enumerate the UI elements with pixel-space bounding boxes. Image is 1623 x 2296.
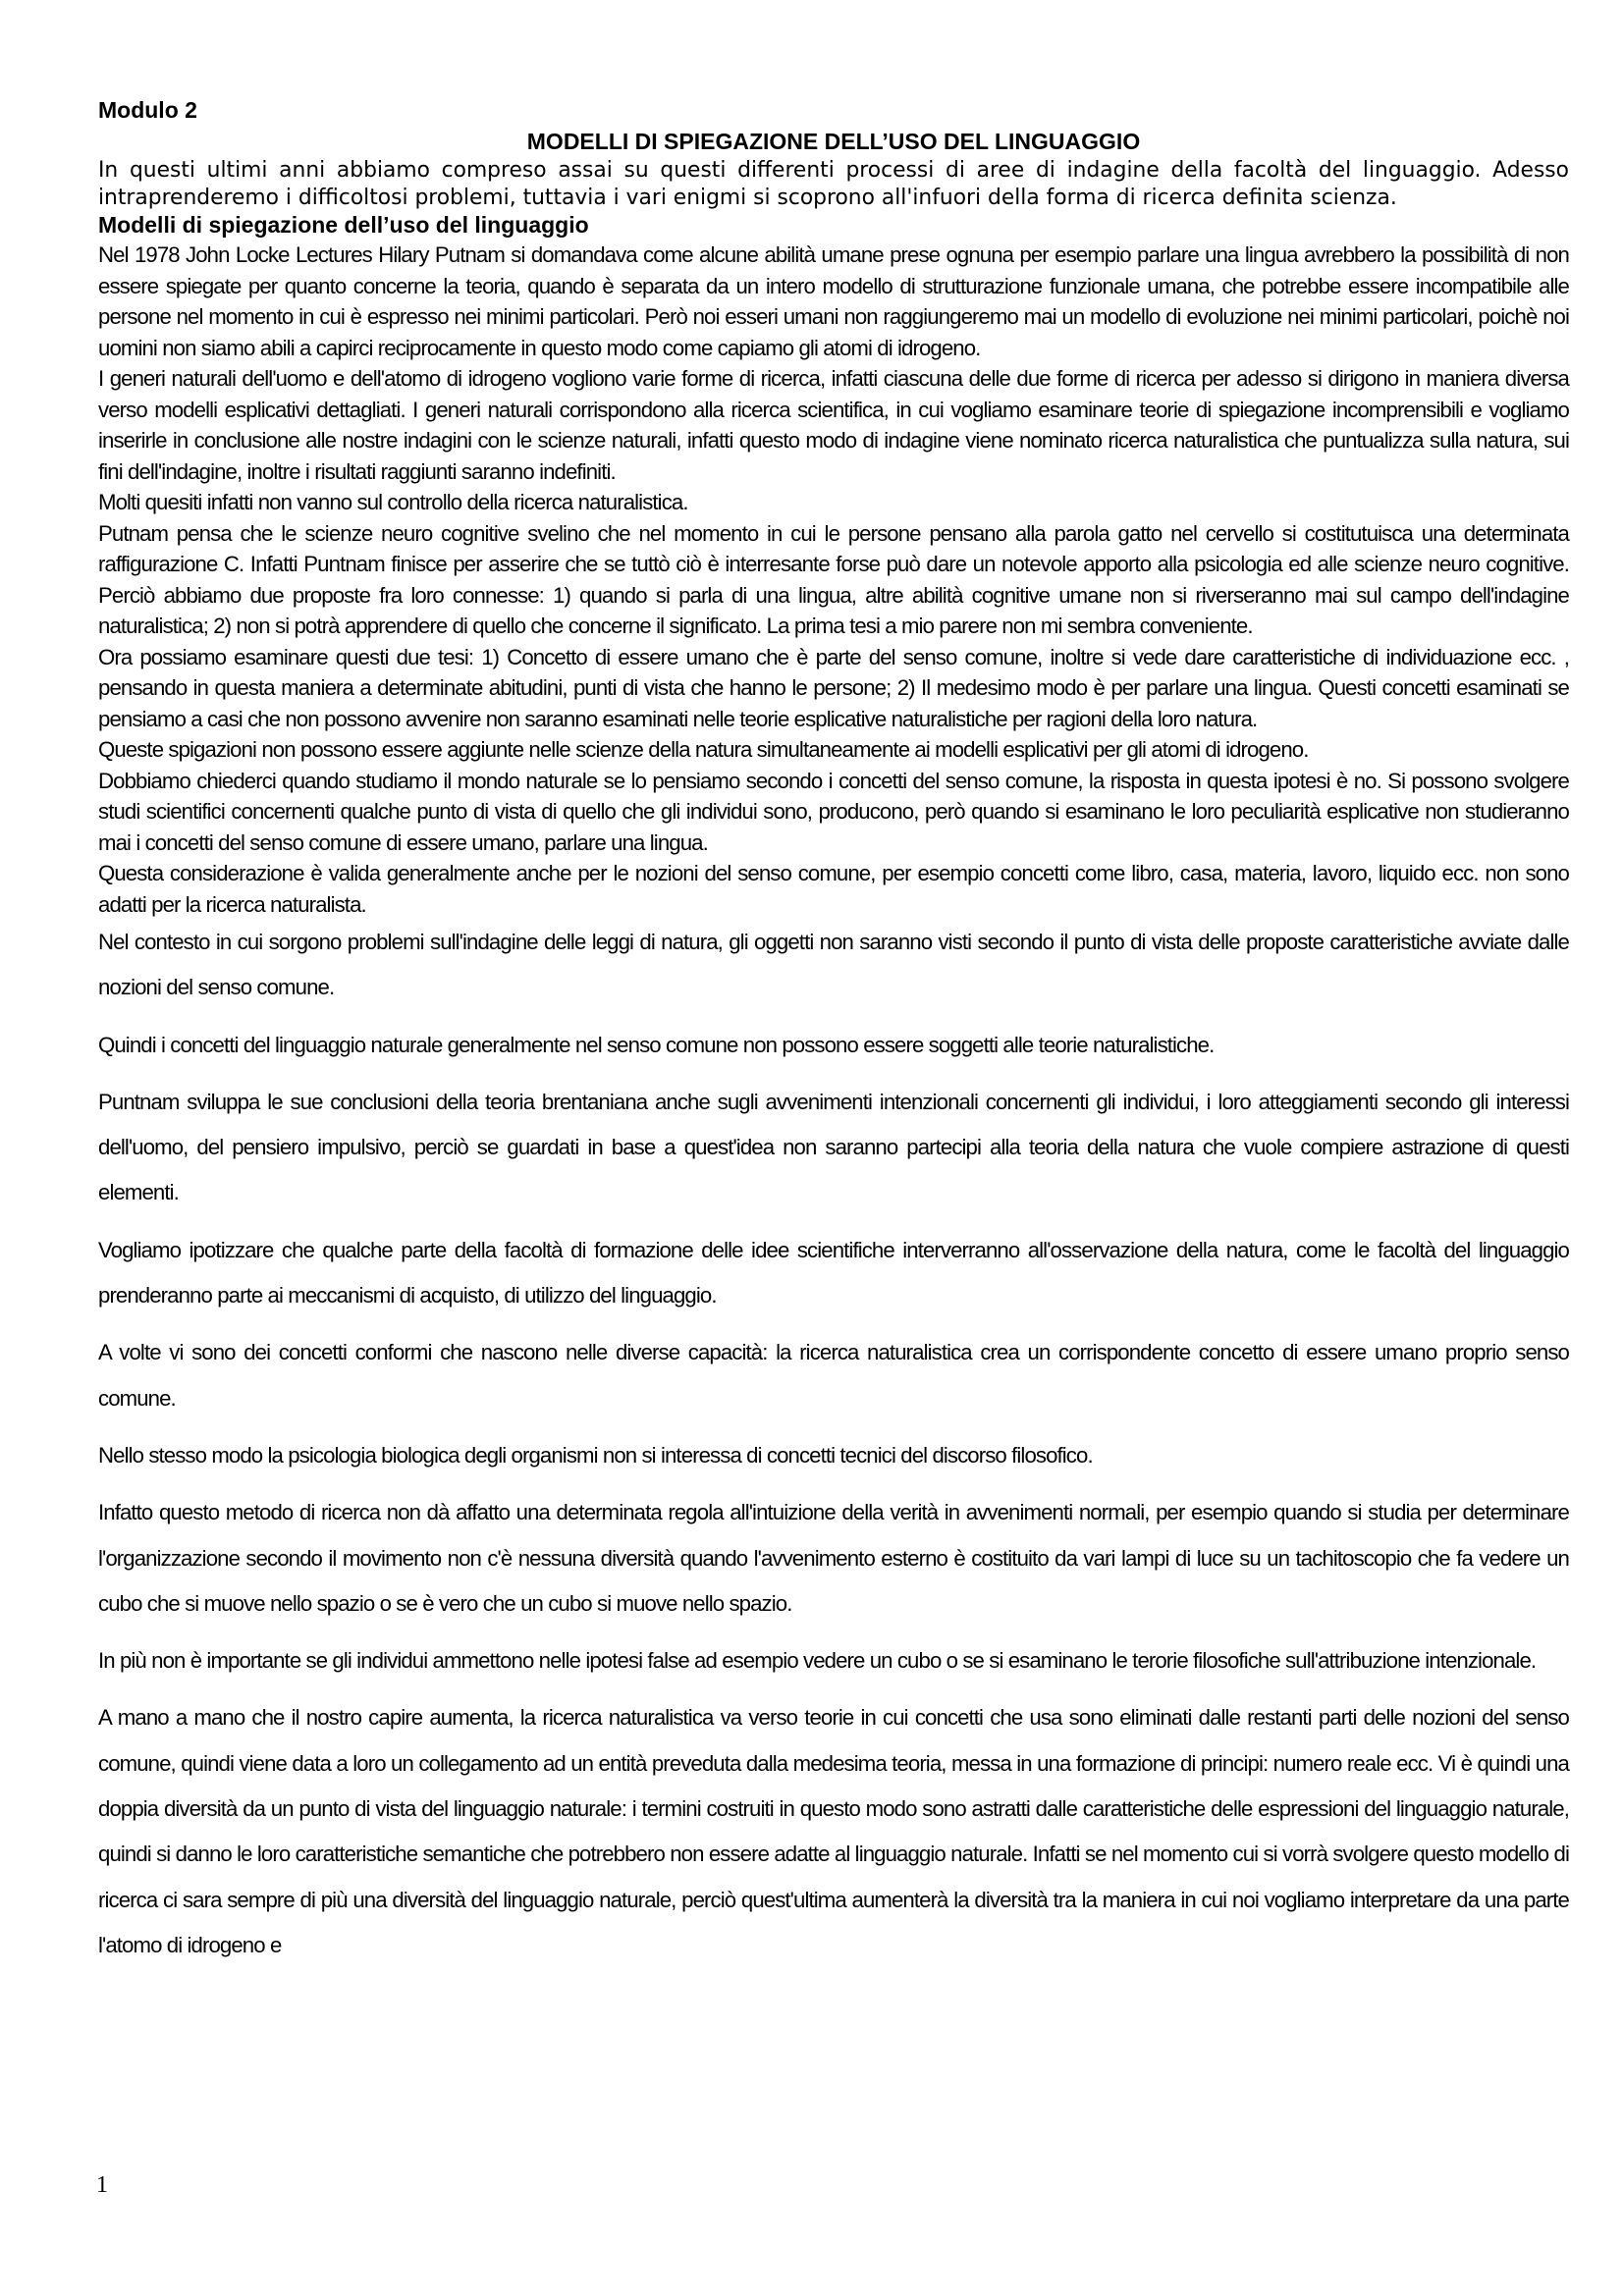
paragraph-putnam-neuro: Putnam pensa che le scienze neuro cognitive svelino che nel momento in cui le persone pensano alla parola gatto nel cervello si costitutuisca una determinata raffigurazione C. Infatti Puntnam finisce per asserire che se tuttò ciò è interresante forse può dare un notevole apporto alla psicologia ed alle scienze neuro cognitive. Perciò abbiamo due proposte fra loro connesse: 1) quando si parla di una lingua, altre abilità cognitive umane non si riverseranno mai sul campo dell'indagine naturalistica; 2) non si potrà apprendere di quello che concerne il significato. La prima tesi a mio parere non mi sembra conveniente. xyxy=(98,520,1569,638)
paragraph-concetti-conformi: A volte vi sono dei concetti conformi che nascono nelle diverse capacità: la ricerca naturalistica crea un corrispondente concetto di essere umano proprio senso comune. xyxy=(98,1340,1569,1411)
paragraph-ipotesi-false: In più non è importante se gli individui ammettono nelle ipotesi false ad esempio vedere un cubo o se si esaminano le terorie filosofiche sull'attribuzione intenzionale. xyxy=(98,1648,1537,1674)
paragraph-mondo-naturale: Dobbiamo chiederci quando studiamo il mondo naturale se lo pensiamo secondo i concetti del senso comune, la risposta in questa ipotesi è no. Si possono svolgere studi scientifici concernenti qualche punto di vista di quello che gli individui sono, producono, però quando si esaminano le loro peculiarità esplicative non studieranno mai i concetti del senso comune di essere umano, parlare una lingua. xyxy=(98,768,1569,855)
paragraph-capire-aumenta: A mano a mano che il nostro capire aumenta, la ricerca naturalistica va verso teorie in cui concetti che usa sono eliminati dalle restanti parti delle nozioni del senso comune, quindi viene data a loro un collegamento ad un entità preveduta dalla medesima teoria, messa in una formazione di principi: numero reale ecc. Vi è quindi una doppia diversità da un punto di vista del linguaggio naturale: i termini costruiti in questo modo sono astratti dalle caratteristiche delle espressioni del linguaggio naturale, quindi si danno le loro caratteristiche semantiche che potrebbero non essere adatte al linguaggio naturale. Infatti se nel momento cui si vorrà svolgere questo modello di ricerca ci sara sempre di più una diversità del linguaggio naturale, perciò quest'ultima aumenterà la diversità tra la maniera in cui noi vogliamo interpretare da una parte l'atomo di idrogeno e xyxy=(98,1705,1569,1957)
paragraph-generi-naturali: I generi naturali dell'uomo e dell'atomo di idrogeno vogliono varie forme di ricerca, infatti ciascuna delle due forme di ricerca per adesso si dirigono in maniera diversa verso modelli esplicativi dettagliati. I generi naturali corrispondono alla ricerca scientifica, in cui vogliamo esaminare teorie di spiegazione incomprensibili e vogliamo inserirle in conclusione alle nostre indagini con le scienze naturali, infatti questo modo di indagine viene nominato ricerca naturalistica che puntualizza sulla natura, sui fini dell'indagine, inoltre i risultati raggiunti saranno indefiniti. xyxy=(98,366,1569,484)
paragraph-metodo-ricerca: Infatto questo metodo di ricerca non dà affatto una determinata regola all'intuizione della verità in avvenimenti normali, per esempio quando si studia per determinare l'organizzazione secondo il movimento non c'è nessuna diversità quando l'avvenimento esterno è costituito da vari lampi di luce su un tachitoscopio che fa vedere un cubo che si muove nello spazio o se è vero che un cubo si muove nello spazio. xyxy=(98,1500,1569,1616)
paragraph-ipotizzare: Vogliamo ipotizzare che qualche parte della facoltà di formazione delle idee scientifiche interverranno all'osservazione della natura, come le facoltà del linguaggio prenderanno parte ai meccanismi di acquisto, di utilizzo del linguaggio. xyxy=(98,1237,1569,1308)
module-label: Modulo 2 xyxy=(98,97,197,123)
section-heading: Modelli di spiegazione dell’uso del linguaggio xyxy=(98,212,589,238)
paragraph-psicologia-biologica: Nello stesso modo la psicologia biologica degli organismi non si interessa di concetti tecnici del discorso filosofico. xyxy=(98,1442,1093,1468)
paragraph-molti-quesiti: Molti quesiti infatti non vanno sul controllo della ricerca naturalistica. xyxy=(98,490,688,514)
paragraph-putnam-1978: Nel 1978 John Locke Lectures Hilary Putnam si domandava come alcune abilità umane prese ognuna per esempio parlare una lingua avrebbero la possibilità di non essere spiegate per quanto concerne la teoria, quando è separata da un intero modello di strutturazione funzionale umana, che potrebbe essere incompatibile alle persone nel momento in cui è espresso nei minimi particolari. Però noi esseri umani non raggiungeremo mai un modello di evoluzione nei minimi particolari, poichè noi uomini non siamo abili a capirci reciprocamente in questo modo come capiamo gli atomi di idrogeno. xyxy=(98,242,1569,360)
document-title: MODELLI DI SPIEGAZIONE DELL’USO DEL LINGUAGGIO xyxy=(526,129,1141,154)
page-number: 1 xyxy=(96,2172,108,2198)
paragraph-quindi: Quindi i concetti del linguaggio naturale generalmente nel senso comune non possono essere soggetti alle teorie naturalistiche. xyxy=(98,1032,1215,1057)
paragraph-contesto: Nel contesto in cui sorgono problemi sull'indagine delle leggi di natura, gli oggetti non saranno visti secondo il punto di vista delle proposte caratteristiche avviate dalle nozioni del senso comune. xyxy=(98,930,1569,1000)
paragraph-brentaniana: Puntnam sviluppa le sue conclusioni della teoria brentaniana anche sugli avvenimenti intenzionali concernenti gli individui, i loro atteggiamenti secondo gli interessi dell'uomo, del pensiero impulsivo, perciò se guardati in base a quest'idea non saranno partecipi alla teoria della natura che vuole compiere astrazione di questi elementi. xyxy=(98,1089,1569,1205)
paragraph-considerazione: Questa considerazione è valida generalmente anche per le nozioni del senso comune, per esempio concetti come libro, casa, materia, lavoro, liquido ecc. non sono adatti per la ricerca naturalista. xyxy=(98,861,1569,917)
paragraph-spiegazioni: Queste spigazioni non possono essere aggiunte nelle scienze della natura simultaneamente ai modelli esplicativi per gli atomi di idrogeno. xyxy=(98,737,1309,762)
paragraph-due-tesi: Ora possiamo esaminare questi due tesi: 1) Concetto di essere umano che è parte del senso comune, inoltre si vede dare caratteristiche di individuazione ecc. , pensando in questa maniera a determinate abitudini, punti di vista che hanno le persone; 2) Il medesimo modo è per parlare una lingua. Questi concetti esaminati se pensiamo a casi che non possono avvenire non saranno esaminati nelle teorie esplicative naturalistiche per ragioni della loro natura. xyxy=(98,644,1569,731)
intro-paragraph: In questi ultimi anni abbiamo compreso assai su questi differenti processi di aree di indagine della facoltà del linguaggio. Adesso intraprenderemo i difficoltosi problemi, tuttavia i vari enigmi si scoprono all'infuori della forma di ricerca definita scienza. xyxy=(98,158,1569,210)
document-page xyxy=(98,94,1569,1980)
